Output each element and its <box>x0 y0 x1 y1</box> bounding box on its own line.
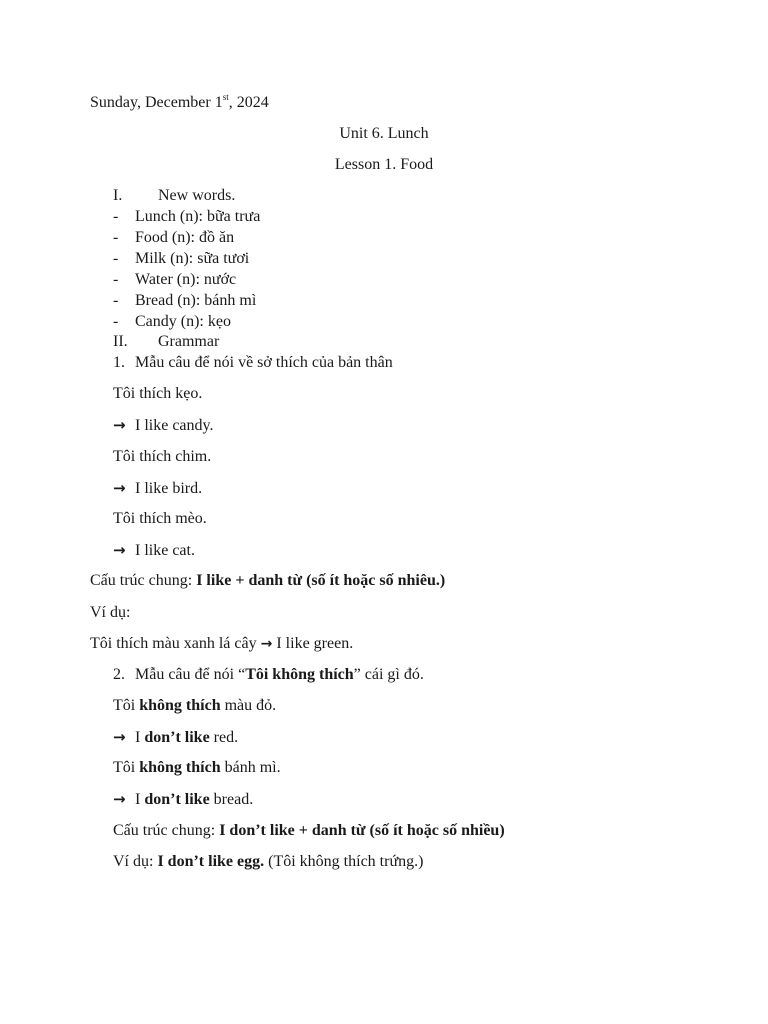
text: bánh mì. <box>220 759 281 776</box>
word-item <box>113 270 236 290</box>
text: bread. <box>209 791 254 808</box>
text: Tôi <box>113 759 140 776</box>
example-vi: Tôi thích kẹo. <box>113 385 203 402</box>
example-vi: Tôi thích mèo. <box>113 510 207 527</box>
example-en <box>113 727 238 748</box>
grammar-title: Mẫu câu để nói về sở thích của bản thân <box>135 354 393 371</box>
bold-text: không thích <box>139 697 221 714</box>
bullet: - <box>113 292 119 309</box>
word-item <box>113 228 234 248</box>
date-line <box>90 93 269 113</box>
word-text: Lunch (n): bữa trưa <box>135 208 261 225</box>
section-numeral: II. <box>113 333 128 350</box>
word-text: Food (n): đồ ăn <box>135 229 235 246</box>
structure-line-2 <box>113 821 505 841</box>
lesson-title: Lesson 1. Food <box>334 156 434 173</box>
arrow-right-icon: → <box>113 728 126 746</box>
example-en-text: I like cat. <box>135 542 195 559</box>
list-number: 1. <box>113 354 125 371</box>
arrow-right-icon: → <box>113 541 126 559</box>
text: Tôi <box>113 697 140 714</box>
example-label: Ví dụ: <box>113 853 158 870</box>
word-item <box>113 249 249 269</box>
example-en <box>113 478 202 499</box>
example-en-text: I like green. <box>272 635 354 652</box>
text: I <box>135 791 145 808</box>
example-en-text: I like candy. <box>135 417 214 434</box>
example-label: Ví dụ: <box>90 604 131 621</box>
example-vi <box>113 696 276 716</box>
word-text: Water (n): nước <box>135 271 237 288</box>
example-en-text: I like bird. <box>135 480 203 497</box>
arrow-right-icon: → <box>113 479 126 497</box>
bullet: - <box>113 271 119 288</box>
arrow-right-icon: → <box>113 790 126 808</box>
structure-label: Cấu trúc chung: <box>113 822 220 839</box>
example-bold: I don’t like egg. <box>157 853 265 870</box>
text: red. <box>209 729 239 746</box>
bullet: - <box>113 229 119 246</box>
word-item <box>113 312 231 332</box>
section-heading-grammar <box>113 332 219 352</box>
arrow-right-icon: → <box>260 636 273 652</box>
structure-formula: I don’t like + danh từ (số ít hoặc số nhiều) <box>219 822 505 839</box>
bold-text: không thích <box>139 759 221 776</box>
example-vi-text: Tôi thích màu xanh lá cây <box>90 635 261 652</box>
date-text: Sunday, December 1 <box>90 94 223 111</box>
text: màu đỏ. <box>220 697 277 714</box>
word-text: Candy (n): kẹo <box>135 313 231 330</box>
bullet: - <box>113 208 119 225</box>
grammar-point-1 <box>113 353 393 373</box>
bullet: - <box>113 313 119 330</box>
section-heading-new-words <box>113 186 235 206</box>
word-text: Milk (n): sữa tươi <box>135 250 250 267</box>
example-translation: (Tôi không thích trứng.) <box>264 853 424 870</box>
example-en <box>113 789 253 810</box>
list-number: 2. <box>113 666 125 683</box>
bold-text: don’t like <box>144 791 210 808</box>
example-vi: Tôi thích chim. <box>113 448 212 465</box>
section-numeral: I. <box>113 187 123 204</box>
section-title: Grammar <box>158 333 220 350</box>
example-line-2 <box>113 852 423 872</box>
word-item <box>113 291 256 311</box>
example-vi <box>113 758 281 778</box>
structure-line-1 <box>90 571 445 591</box>
date-ordinal: st <box>222 92 229 102</box>
text: I <box>135 729 145 746</box>
date-year: , 2024 <box>228 94 269 111</box>
example-en <box>113 415 213 436</box>
example-en <box>113 540 195 561</box>
grammar-title-post: ” cái gì đó. <box>353 666 424 683</box>
section-title: New words. <box>158 187 236 204</box>
bold-text: don’t like <box>144 729 210 746</box>
structure-label: Cấu trúc chung: <box>90 572 197 589</box>
grammar-title-pre: Mẫu câu để nói “ <box>135 666 246 683</box>
example-line-1 <box>90 634 353 654</box>
bullet: - <box>113 250 119 267</box>
grammar-title-bold: Tôi không thích <box>245 666 354 683</box>
unit-title: Unit 6. Lunch <box>339 125 429 142</box>
arrow-right-icon: → <box>113 416 126 434</box>
word-item <box>113 207 260 227</box>
structure-formula: I like + danh từ (số ít hoặc số nhiêu.) <box>196 572 446 589</box>
word-text: Bread (n): bánh mì <box>135 292 257 309</box>
grammar-point-2 <box>113 665 424 685</box>
